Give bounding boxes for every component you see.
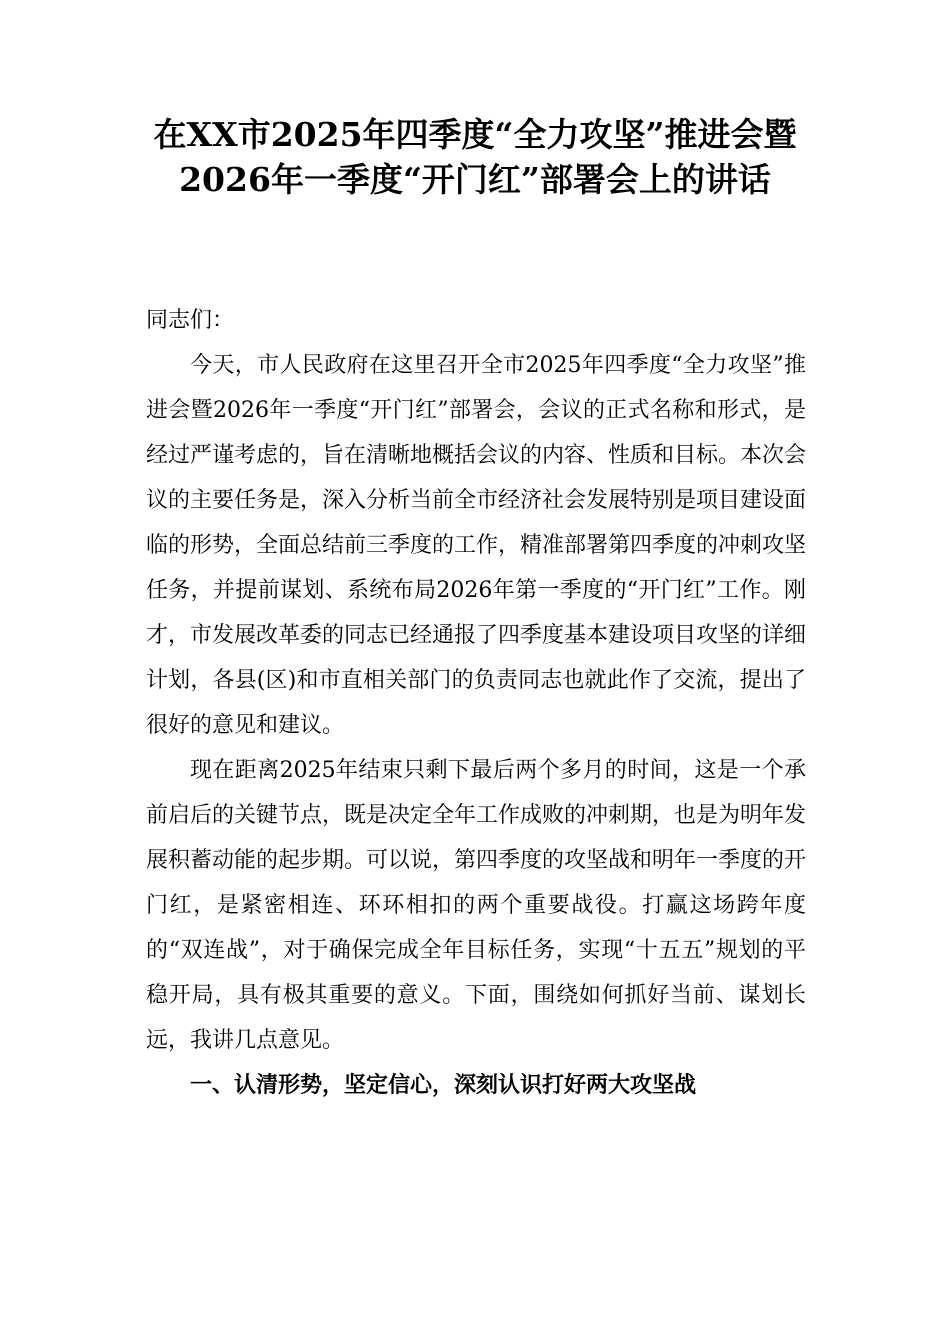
document-title: 在XX市2025年四季度“全力攻坚”推进会暨2026年一季度“开门红”部署会上的讲话: [153, 115, 797, 199]
paragraph-intro: 今天，市人民政府在这里召开全市2025年四季度“全力攻坚”推进会暨2026年一季度“开门红”部署会，会议的正式名称和形式，是经过严谨考虑的，旨在清晰地概括会议的内容、性质和目标。本次会议的主要任务是，深入分析当前全市经济社会发展特别是项目建设面临的形势，全面总结前三季度的工作，精准部署第四季度的冲刺攻坚任务，并提前谋划、系统布局2026年第一季度的“开门红”工作。刚才，市发展改革委的同志已经通报了四季度基本建设项目攻坚的详细计划，各县(区)和市直相关部门的负责同志也就此作了交流，提出了很好的意见和建议。: [146, 353, 807, 738]
document-body: [146, 298, 806, 1108]
paragraph-context: 现在距离2025年结束只剩下最后两个多月的时间，这是一个承前启后的关键节点，既是决定全年工作成败的冲刺期，也是为明年发展积蓄动能的起步期。可以说，第四季度的攻坚战和明年一季度的开门红，是紧密相连、环环相扣的两个重要战役。打赢这场跨年度的“双连战”，对于确保完成全年目标任务，实现“十五五”规划的平稳开局，具有极其重要的意义。下面，围绕如何抓好当前、谋划长远，我讲几点意见。: [146, 758, 807, 1053]
salutation: 同志们：: [146, 308, 235, 333]
section-heading: 一、认清形势，坚定信心，深刻认识打好两大攻坚战: [190, 1073, 697, 1098]
